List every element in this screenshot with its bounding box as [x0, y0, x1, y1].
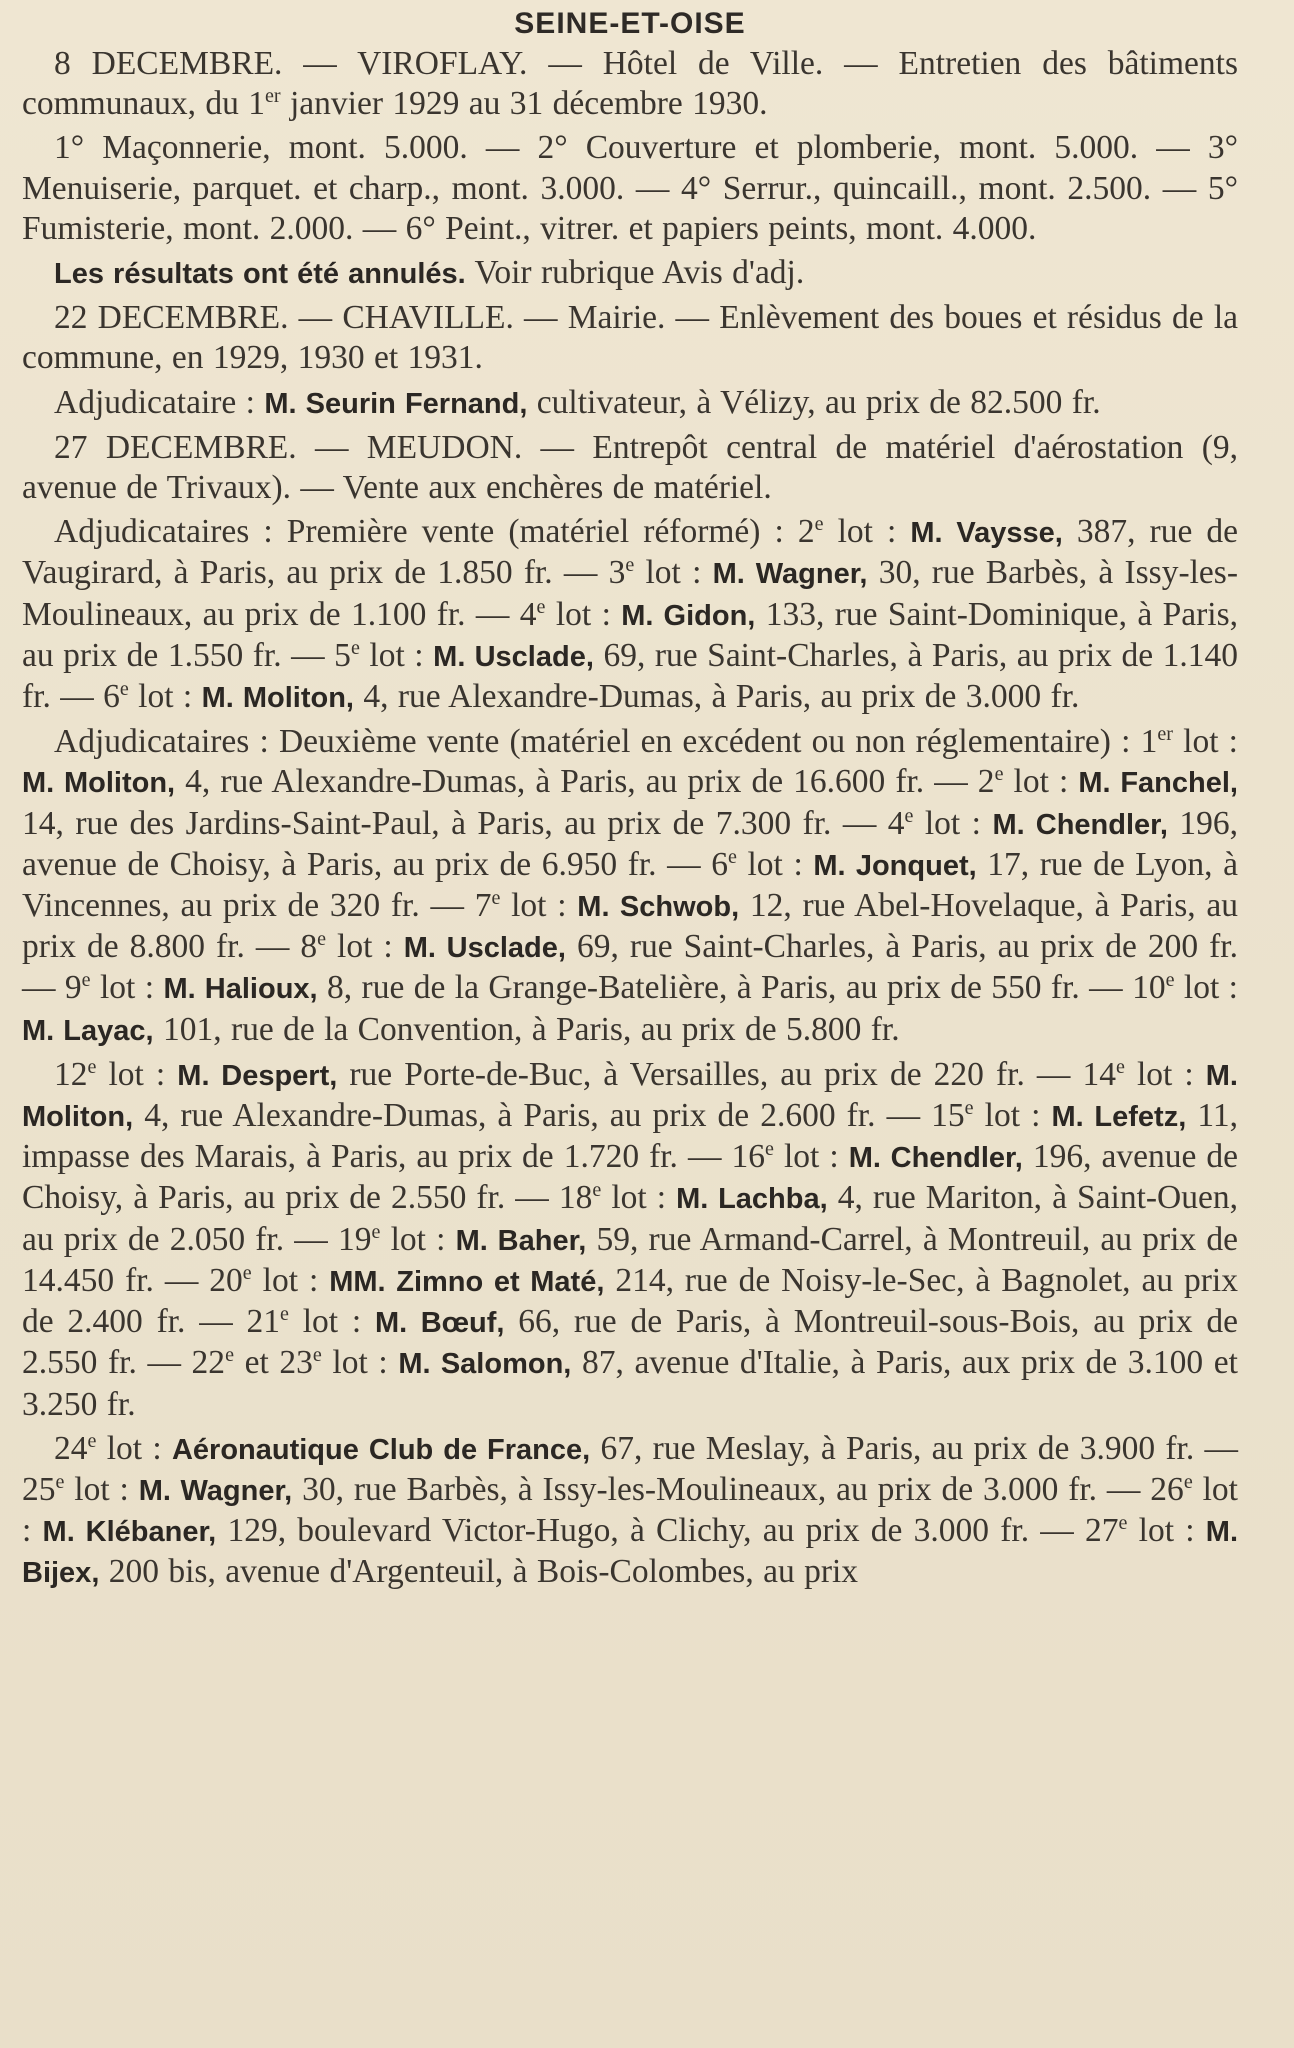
- text-run: lot :: [22, 1470, 1238, 1550]
- text-run: 69, rue Saint-Charles, à Paris, au prix de 1.140 fr. — 6: [22, 636, 1238, 716]
- superscript: e: [814, 513, 824, 536]
- paragraph: [22, 722, 1238, 1051]
- text-run: lot :: [96, 1055, 178, 1093]
- text-run: 87, avenue d'Italie, à Paris, aux prix de 3.100 et 3.250 fr.: [22, 1344, 1238, 1423]
- bold-name: M. Wagner,: [138, 1474, 293, 1507]
- paragraph: [22, 1429, 1238, 1594]
- text-run: lot :: [326, 928, 404, 966]
- text-run: lot :: [1172, 723, 1238, 761]
- paragraph: [22, 298, 1238, 378]
- bold-name: MM. Zimno et Maté,: [329, 1265, 605, 1298]
- superscript: e: [727, 845, 737, 868]
- text-run: lot :: [1127, 1512, 1206, 1550]
- text-run: cultivateur, à Vélizy, au prix de 82.500 fr.: [527, 383, 1101, 421]
- text-run: lot :: [251, 1261, 330, 1299]
- text-run: lot :: [500, 887, 578, 925]
- bold-name: Aéronautique Club de France,: [171, 1433, 591, 1466]
- superscript: er: [264, 85, 281, 108]
- text-run: 27 DECEMBRE. — MEUDON. — Entrepôt central de matériel d'aérostation (9, avenue de Trivaux). — Vente aux enchères de matériel.: [22, 428, 1238, 507]
- section-heading: SEINE-ET-OISE: [514, 7, 746, 40]
- bold-name: M. Baher,: [455, 1224, 587, 1257]
- text-run: 200 bis, avenue d'Argenteuil, à Bois-Colombes, au prix: [99, 1553, 859, 1591]
- text-run: 129, boulevard Victor-Hugo, à Clichy, au prix de 3.000 fr. — 27: [216, 1512, 1119, 1550]
- text-run: lot :: [823, 513, 911, 551]
- superscript: e: [371, 1220, 381, 1243]
- superscript: e: [1118, 1511, 1128, 1534]
- text-run: lot :: [634, 554, 713, 592]
- bold-name: M. Despert,: [177, 1059, 338, 1092]
- paragraph: [22, 428, 1238, 508]
- superscript: e: [280, 1302, 289, 1325]
- bold-name: Les résultats ont été annulés.: [54, 258, 466, 291]
- bold-name: M. Vaysse,: [910, 517, 1063, 550]
- text-run: Adjudicataires : Deuxième vente (matériel en excédent ou non réglementaire) : 1: [54, 723, 1158, 761]
- text-run: lot :: [545, 595, 622, 633]
- text-run: lot :: [288, 1303, 375, 1341]
- text-run: Adjudicataires : Première vente (matériel réformé) : 2: [54, 513, 815, 551]
- text-run: 17, rue de Lyon, à Vincennes, au prix de 320 fr. — 7: [22, 845, 1238, 925]
- bold-name: M. Jonquet,: [813, 849, 977, 882]
- paragraph: [22, 128, 1238, 249]
- text-run: 1° Maçonnerie, mont. 5.000. — 2° Couverture et plomberie, mont. 5.000. — 3° Menuiserie, parquet. et charp., mont. 3.000. — 4° Serrur., quincaill., mont. 2.500. — 5° Fumisterie, mont. 2.000. — 6° Peint., vitrer. et papiers peints, mont. 4.000.: [22, 129, 1238, 247]
- bold-name: M. Lefetz,: [1051, 1101, 1187, 1134]
- text-run: 67, rue Meslay, à Paris, au prix de 3.900 fr. — 25: [22, 1429, 1238, 1508]
- text-run: rue Porte-de-Buc, à Versailles, au prix de 220 fr. — 14: [337, 1055, 1116, 1093]
- bold-name: M. Salomon,: [398, 1348, 572, 1381]
- bold-name: M. Schwob,: [577, 891, 740, 924]
- superscript: e: [994, 763, 1004, 786]
- text-run: lot :: [1174, 969, 1238, 1007]
- bold-name: M. Chendler,: [848, 1142, 1023, 1175]
- text-run: 8, rue de la Grange-Batelière, à Paris, au prix de 550 fr. — 10: [317, 969, 1166, 1007]
- superscript: e: [765, 1138, 774, 1161]
- superscript: e: [317, 928, 327, 951]
- superscript: e: [1183, 1470, 1193, 1493]
- paragraph: [22, 512, 1238, 718]
- text-run: lot :: [64, 1470, 139, 1508]
- bold-name: M. Moliton,: [22, 1059, 1238, 1134]
- superscript: e: [904, 804, 914, 827]
- superscript: er: [1157, 723, 1173, 746]
- superscript: e: [536, 595, 546, 618]
- bold-name: M. Bœuf,: [375, 1307, 505, 1340]
- paragraph: [22, 1055, 1238, 1425]
- text-run: lot :: [359, 636, 434, 674]
- text-run: 59, rue Armand-Carrel, à Montreuil, au prix de 14.450 fr. — 20: [22, 1220, 1238, 1299]
- superscript: e: [242, 1261, 252, 1284]
- superscript: e: [87, 1429, 97, 1452]
- bold-name: M. Usclade,: [403, 932, 566, 965]
- text-run: lot :: [1003, 763, 1079, 801]
- text-run: 22 DECEMBRE. — CHAVILLE. — Mairie. — Enlèvement des boues et résidus de la commune, en 1929, 1930 et 1931.: [22, 299, 1238, 377]
- bold-name: M. Moliton,: [201, 682, 354, 715]
- text-run: Adjudicataire :: [54, 383, 265, 421]
- superscript: e: [1165, 969, 1175, 992]
- text-run: 4, rue Alexandre-Dumas, à Paris, au prix de 2.600 fr. — 15: [133, 1097, 965, 1135]
- bold-name: M. Layac,: [22, 1014, 154, 1047]
- text-run: 101, rue de la Convention, à Paris, au prix de 5.800 fr.: [153, 1010, 900, 1048]
- text-run: 66, rue de Paris, à Montreuil-sous-Bois, au prix de 2.550 fr. — 22: [22, 1303, 1238, 1382]
- superscript: e: [225, 1344, 234, 1367]
- text-run: janvier 1929 au 31 décembre 1930.: [280, 85, 768, 123]
- superscript: e: [87, 1055, 97, 1078]
- bold-name: M. Bijex,: [22, 1516, 1239, 1590]
- text-run: 14, rue des Jardins-Saint-Paul, à Paris, au prix de 7.300 fr. — 4: [22, 804, 905, 842]
- text-run: 24: [54, 1429, 88, 1467]
- text-run: Voir rubrique Avis d'adj.: [465, 254, 805, 292]
- bold-name: M. Chendler,: [992, 808, 1168, 841]
- text-run: 69, rue Saint-Charles, à Paris, au prix de 200 fr. — 9: [22, 928, 1238, 1007]
- bold-name: M. Seurin Fernand,: [264, 387, 528, 420]
- superscript: e: [1115, 1055, 1125, 1078]
- text-run: lot :: [773, 1138, 849, 1176]
- bold-name: M. Klébaner,: [42, 1516, 217, 1549]
- text-run: lot :: [913, 804, 993, 842]
- superscript: e: [55, 1470, 65, 1493]
- paragraph: [22, 383, 1238, 424]
- superscript: e: [81, 969, 91, 992]
- text-run: 30, rue Barbès, à Issy-les-Moulineaux, au prix de 3.000 fr. — 26: [292, 1470, 1184, 1508]
- text-run: 4, rue Mariton, à Saint-Ouen, au prix de 2.050 fr. — 19: [22, 1179, 1238, 1258]
- bold-name: M. Gidon,: [621, 599, 756, 632]
- bold-name: M. Wagner,: [712, 558, 868, 591]
- bold-name: M. Halioux,: [163, 973, 318, 1006]
- text-run: 11, impasse des Marais, à Paris, au prix de 1.720 fr. — 16: [22, 1097, 1238, 1176]
- text-run: lot :: [90, 969, 164, 1007]
- superscript: e: [592, 1179, 602, 1202]
- text-run: lot :: [973, 1097, 1052, 1135]
- text-run: 4, rue Alexandre-Dumas, à Paris, au prix de 16.600 fr. — 2: [175, 763, 995, 801]
- bold-name: M. Fanchel,: [1078, 767, 1238, 800]
- text-run: lot :: [380, 1220, 456, 1258]
- text-run: 8 DECEMBRE. — VIROFLAY. — Hôtel de Ville. — Entretien des bâtiments communaux, du 1: [22, 45, 1238, 123]
- superscript: e: [350, 636, 360, 659]
- text-run: 196, avenue de Choisy, à Paris, au prix de 6.950 fr. — 6: [22, 804, 1238, 883]
- bold-name: M. Moliton,: [22, 767, 176, 800]
- text-run: 12: [54, 1055, 88, 1093]
- text-run: 133, rue Saint-Dominique, à Paris, au prix de 1.550 fr. — 5: [22, 595, 1238, 674]
- superscript: e: [625, 554, 635, 577]
- superscript: e: [119, 677, 129, 700]
- text-run: lot :: [601, 1179, 677, 1217]
- text-run: 196, avenue de Choisy, à Paris, au prix de 2.550 fr. — 18: [22, 1138, 1238, 1217]
- paragraph: [22, 44, 1238, 124]
- paragraph: [22, 253, 1238, 294]
- text-run: 387, rue de Vaugirard, à Paris, au prix de 1.850 fr. — 3: [22, 513, 1238, 592]
- text-run: 4, rue Alexandre-Dumas, à Paris, au prix de 3.000 fr.: [353, 678, 1080, 716]
- text-run: 214, rue de Noisy-le-Sec, à Bagnolet, au prix de 2.400 fr. — 21: [22, 1261, 1238, 1341]
- superscript: e: [312, 1344, 322, 1367]
- bold-name: M. Usclade,: [433, 640, 594, 673]
- text-run: lot :: [1124, 1055, 1206, 1093]
- text-run: 30, rue Barbès, à Issy-les-Moulineaux, au prix de 1.100 fr. — 4: [22, 554, 1238, 633]
- text-run: lot :: [736, 845, 814, 883]
- superscript: e: [491, 886, 501, 909]
- text-run: lot :: [96, 1429, 172, 1467]
- bold-name: M. Lachba,: [676, 1183, 828, 1216]
- text-run: et 23: [233, 1344, 313, 1382]
- text-run: lot :: [128, 678, 202, 716]
- document-body: [22, 44, 1238, 1594]
- text-run: 12, rue Abel-Hovelaque, à Paris, au prix de 8.800 fr. — 8: [22, 887, 1239, 966]
- text-run: lot :: [321, 1344, 399, 1382]
- superscript: e: [964, 1096, 974, 1119]
